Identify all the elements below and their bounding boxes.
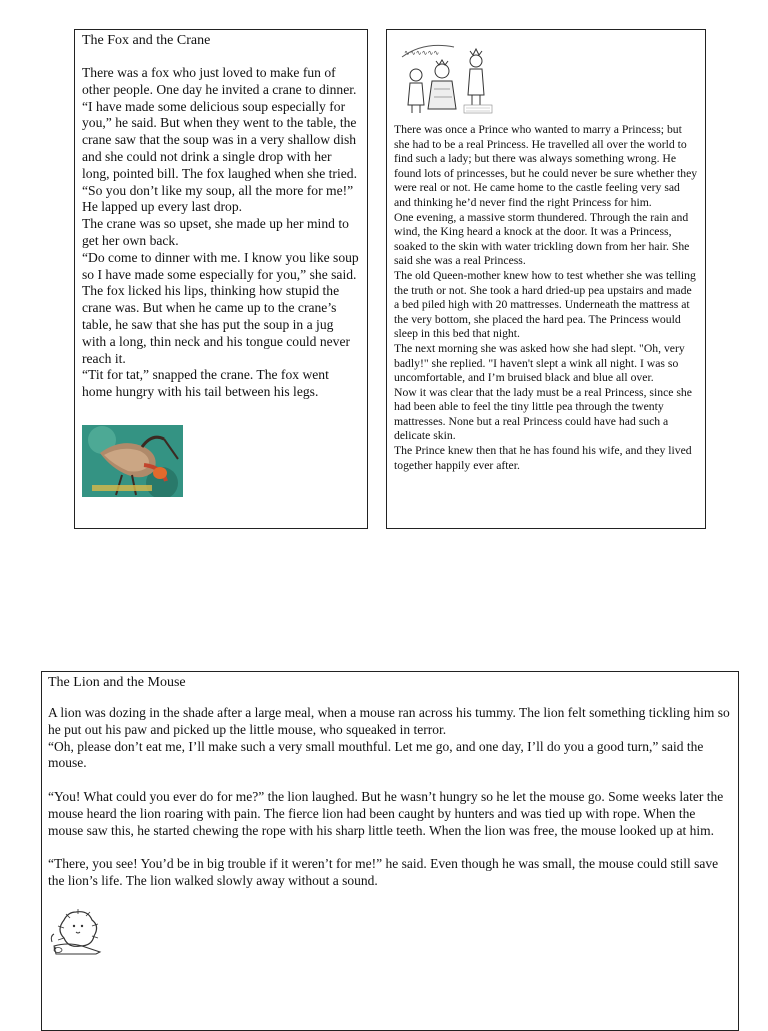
- fox-story-paragraph: “So you don’t like my soup, all the more for me!” He lapped up every last drop.: [82, 182, 354, 215]
- fox-story-paragraph: “Tit for tat,” snapped the crane. The fox went home hungry with his tail between his legs.: [82, 367, 329, 400]
- lion-story-paragraph: “Oh, please don’t eat me, I’ll make such a very small mouthful. Let me go, and one day, I’ll do you a good turn,” said the mouse.: [48, 738, 704, 771]
- fox-story-paragraph: There was a fox who just loved to make fun of other people. One day he invited a crane to dinner.: [82, 65, 357, 97]
- lion-and-mouse-sketch-icon: [48, 906, 104, 958]
- princess-story-paragraph: The Prince knew then that he has found his wife, and they lived together happily ever after.: [394, 444, 692, 472]
- princess-story-paragraph: The old Queen-mother knew how to test whether she was telling the truth or not. She took a hard dried-up pea upstairs and made a bed piled high with 20 mattresses. Underneath the mattress at the very bottom, she placed the hard pea. The Princess would sleep in this bed that night.: [394, 268, 696, 341]
- paragraph-gap: [48, 772, 732, 789]
- princess-story-paragraph: The next morning she was asked how she had slept. "Oh, very badly!" she replied. "I haven't slept a wink all night. I was so uncomfortable, and I’m bruised black and blue all over.: [394, 341, 685, 385]
- lion-story-title: The Lion and the Mouse: [48, 675, 186, 690]
- paragraph-gap: [48, 839, 732, 856]
- fox-story-paragraph: “Do come to dinner with me. I know you like soup so I have made some especially for you,” she said. The fox licked his lips, thinking how stupid the crane was. But when he came up to the crane’s table, he saw that she has put the soup in a jug with a long, thin neck and his tongue could never reach it.: [82, 249, 359, 366]
- princess-story-paragraph: Now it was clear that the lady must be a real Princess, since she had been able to feel the tiny little pea through the twenty mattresses. None but a real Princess could have had such a delicate skin.: [394, 385, 692, 443]
- crane-painting-icon: [82, 425, 183, 497]
- fox-story-title: The Fox and the Crane: [82, 33, 211, 48]
- princess-and-pea-story-box: [386, 29, 706, 529]
- fox-story-paragraph: The crane was so upset, she made up her mind to get her own back.: [82, 216, 349, 248]
- princess-and-pea-sketch-icon: [394, 39, 498, 117]
- svg-text:∿∿∿∿∿∿: ∿∿∿∿∿∿: [404, 49, 440, 57]
- princess-story-paragraph: There was once a Prince who wanted to marry a Princess; but she had to be a real Princess. He travelled all over the world to find such a lady; but there was always something wrong. He found lots of princesses, but he could never be sure whether they were real or not. He came home to the castle feeling very sad and thinking he’d never find the right Princess for him.: [394, 123, 698, 209]
- lion-story-paragraph: “There, you see! You’d be in big trouble if it weren’t for me!” he said. Even though he was small, the mouse could still save the lion’s life. The lion walked slowly away without a sound.: [48, 856, 719, 888]
- princess-story-paragraph: One evening, a massive storm thundered. Through the rain and wind, the King heard a knock at the door. It was a Princess, soaked to the skin with water trickling down from her hair. She said she was a real Princess.: [394, 210, 690, 268]
- lion-story-paragraph: “You! What could you ever do for me?” the lion laughed. But he wasn’t hungry so he let the mouse go. Some weeks later the mouse heard the lion roaring with pain. The fierce lion had been caught by hunters and was tied up with rope. When the mouse saw this, he started chewing the rope with his sharp little teeth. When the lion was free, the mouse looked up at him.: [48, 788, 724, 838]
- lion-and-mouse-story-box: [41, 671, 739, 1031]
- fox-story-paragraph: “I have made some delicious soup especially for you,” he said. But when they went to the table, the crane saw that the soup was in a very shallow dish and she could not drink a single drop with her long, pointed bill. The fox laughed when she tried.: [82, 98, 357, 181]
- fox-and-crane-story-box: [74, 29, 368, 529]
- lion-story-paragraph: A lion was dozing in the shade after a large meal, when a mouse ran across his tummy. The lion felt something tickling him so he put out his paw and picked up the little mouse, who squeaked in terror.: [48, 705, 730, 737]
